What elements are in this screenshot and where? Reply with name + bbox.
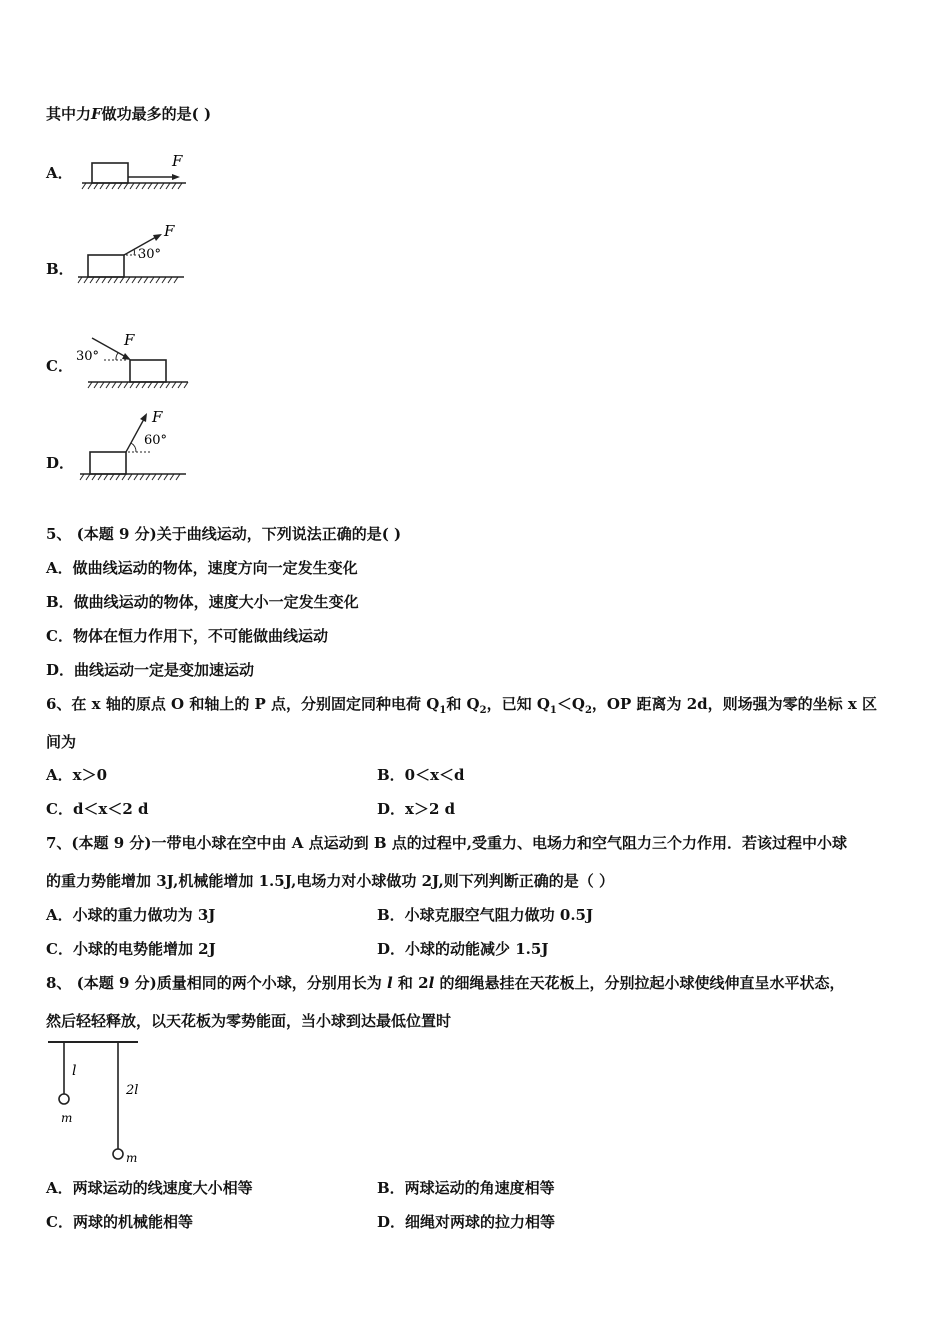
q5-option-b: B．做曲线运动的物体，速度大小一定发生变化 [46, 593, 359, 611]
q4-figure-c [74, 330, 192, 392]
q5-option-c: C．物体在恒力作用下，不可能做曲线运动 [46, 627, 328, 645]
angle-label: 30° [138, 247, 162, 262]
ground-hatch [82, 183, 182, 189]
arrow-head [122, 353, 131, 360]
q4-figure-a [80, 150, 190, 192]
q6-option-c: C．d＜x＜2 d [46, 800, 149, 818]
angle-arc [116, 353, 118, 360]
angle-arc [131, 443, 136, 452]
q8-pendulum-figure [46, 1038, 146, 1166]
q4-option-d-label: D． [46, 454, 75, 472]
force-label: F [172, 152, 183, 170]
q4-figure-d [78, 405, 190, 483]
ground-hatch [88, 382, 188, 388]
q7-stem-line2: 的重力势能增加 3J,机械能增加 1.5J,电场力对小球做功 2J,则下列判断正确的是（ ） [46, 872, 614, 890]
angle-label: 30° [76, 349, 100, 364]
left-mass-label: m [61, 1111, 73, 1125]
q6-option-b: B．0＜x＜d [377, 766, 465, 784]
q7-option-a: A．小球的重力做功为 3J [46, 906, 216, 924]
ground-hatch [80, 474, 180, 480]
block [130, 360, 166, 382]
q6-stem-line2: 间为 [46, 733, 77, 751]
q7-option-d: D．小球的动能减少 1.5J [377, 940, 549, 958]
q7-option-b: B．小球克服空气阻力做功 0.5J [377, 906, 594, 924]
q5-option-a: A．做曲线运动的物体，速度方向一定发生变化 [46, 559, 358, 577]
q6-stem-line1: 6、在 x 轴的原点 O 和轴上的 P 点，分别固定同种电荷 $Q_1$和 $Q_2$，已知 $Q_1<Q_2$，OP 距离为 2d，则场强为零的坐标 x 区 [46, 695, 878, 716]
q8-option-b: B．两球运动的角速度相等 [377, 1179, 555, 1197]
q8-option-a: A．两球运动的线速度大小相等 [46, 1179, 253, 1197]
arrow-head [153, 234, 162, 241]
q7-option-c: C．小球的电势能增加 2J [46, 940, 216, 958]
force-label: F [124, 331, 135, 349]
force-label: F [164, 222, 175, 240]
q8-stem-line1: 8、 (本题 9 分)质量相同的两个小球，分别用长为 l 和 2l 的细绳悬挂在天花板上，分别拉起小球使线伸直呈水平状态， [46, 974, 845, 992]
block [88, 255, 124, 277]
q5-stem: 5、 (本题 9 分)关于曲线运动，下列说法正确的是( ) [46, 525, 402, 543]
block [92, 163, 128, 183]
right-mass-label: m [126, 1151, 138, 1165]
arrow-head [140, 413, 147, 422]
block [90, 452, 126, 474]
right-ball [113, 1149, 123, 1159]
force-label: F [152, 408, 163, 426]
q4-figure-b [76, 222, 191, 286]
short-length-label: l [72, 1063, 77, 1079]
arrow-head [172, 174, 180, 180]
q4-option-b-label: B． [46, 260, 74, 278]
q8-option-c: C．两球的机械能相等 [46, 1213, 193, 1231]
q6-option-a: A．x＞0 [46, 766, 108, 784]
q8-option-d: D．细绳对两球的拉力相等 [377, 1213, 556, 1231]
long-length-label: 2l [126, 1083, 139, 1098]
q5-option-d: D．曲线运动一定是变加速运动 [46, 661, 255, 679]
q7-stem-line1: 7、(本题 9 分)一带电小球在空中由 A 点运动到 B 点的过程中,受重力、电场力和空气阻力三个力作用．若该过程中小球 [46, 834, 847, 852]
q8-stem-line2: 然后轻轻释放，以天花板为零势能面，当小球到达最低位置时 [46, 1012, 452, 1030]
q4-option-c-label: C． [46, 357, 73, 375]
q4-stem: 其中力F做功最多的是( ) [46, 105, 212, 123]
ground-hatch [78, 277, 178, 283]
q6-option-d: D．x＞2 d [377, 800, 456, 818]
angle-label: 60° [144, 433, 168, 448]
q4-option-a-label: A． [46, 164, 73, 182]
left-ball [59, 1094, 69, 1104]
